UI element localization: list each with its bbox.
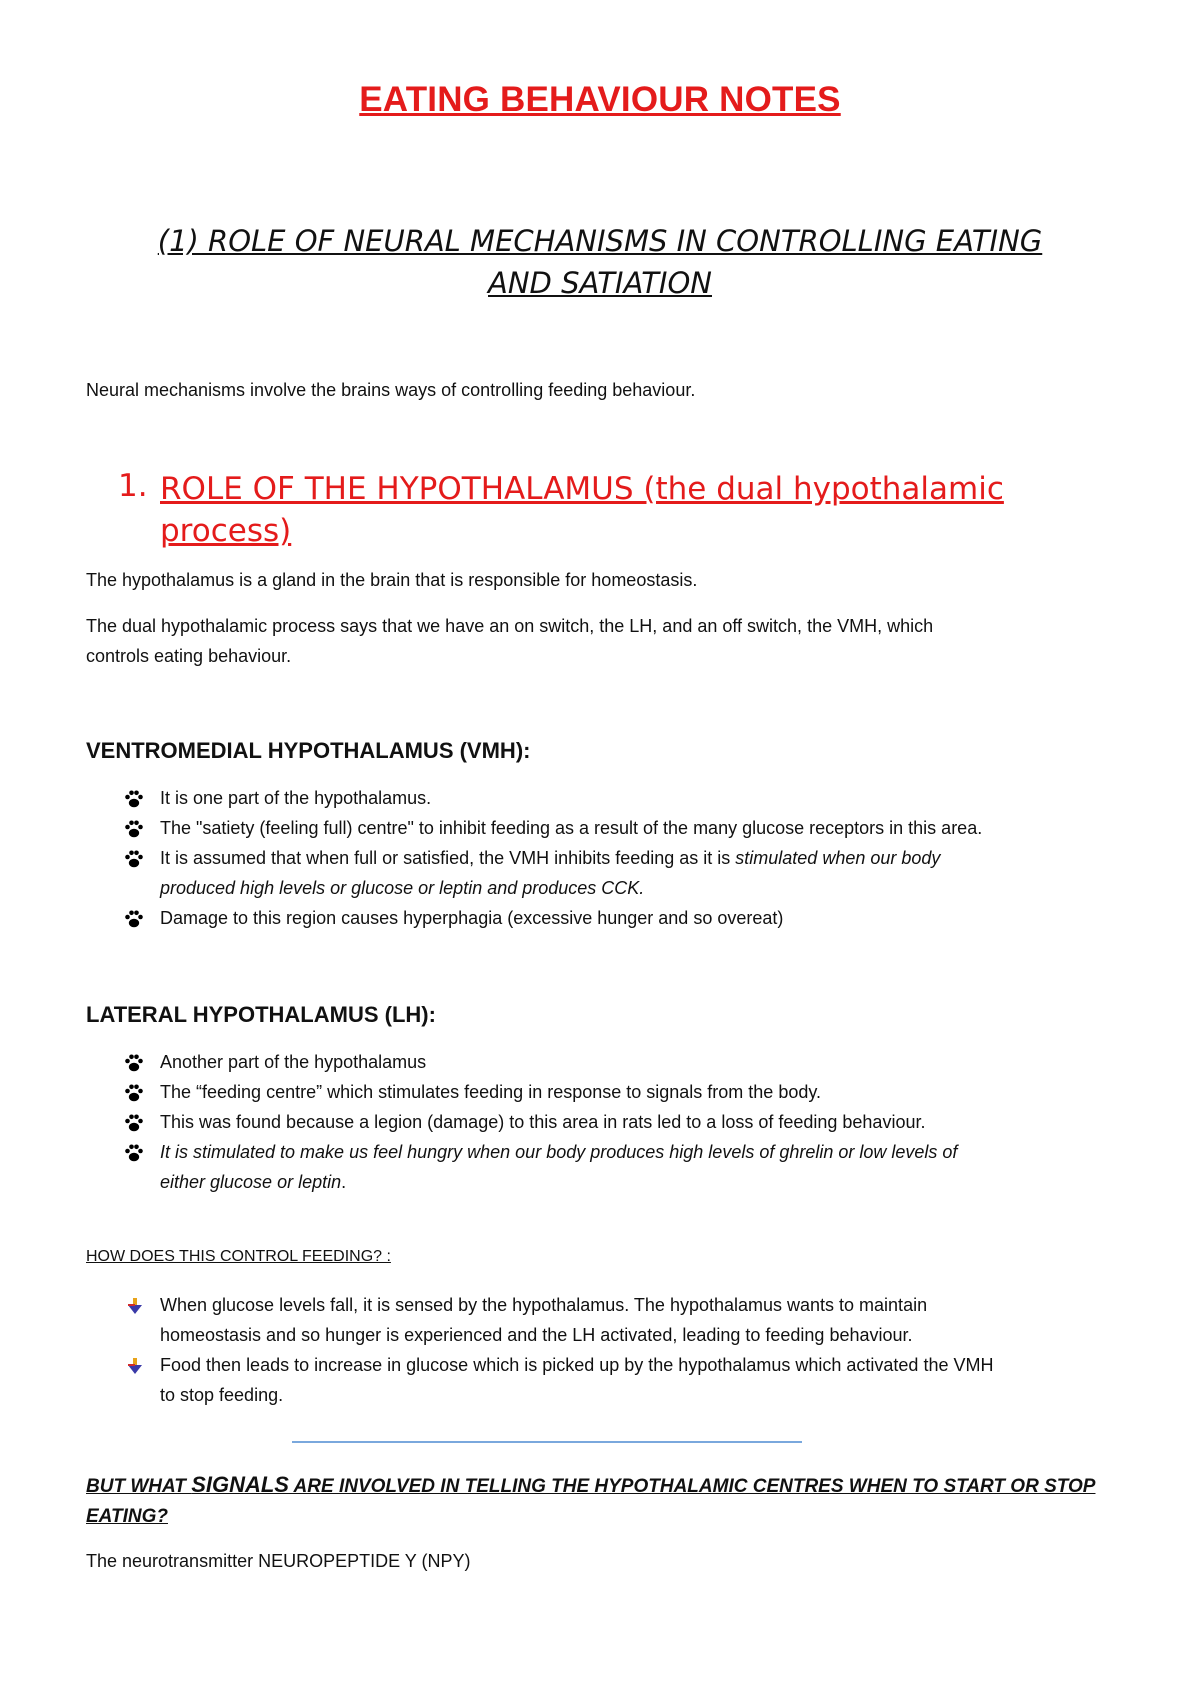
paw-print-icon [124, 1054, 144, 1072]
hypothalamus-heading [160, 468, 1090, 552]
signals-question-pre: BUT WHAT [86, 1476, 192, 1497]
control-bullet-2-line-2: to stop feeding. [160, 1385, 284, 1405]
control-bullet-1-line-1: When glucose levels fall, it is sensed by the hypothalamus. The hypothalamus wants to maintain [160, 1295, 928, 1315]
lh-bullet-2: The “feeding centre” which stimulates feeding in response to signals from the body. [160, 1082, 822, 1102]
signals-question-line-2: EATING? [86, 1506, 168, 1527]
paw-print-icon [124, 820, 144, 838]
vmh-bullet-1: It is one part of the hypothalamus. [160, 788, 432, 808]
list-item [86, 1350, 1136, 1410]
lh-heading: LATERAL HYPOTHALAMUS (LH): [86, 1002, 436, 1027]
section-heading-neural-mechanisms [70, 220, 1130, 304]
control-feeding-heading: HOW DOES THIS CONTROL FEEDING? : [86, 1248, 391, 1265]
hypothalamus-heading-line-1: ROLE OF THE HYPOTHALAMUS (the dual hypothalamic [160, 471, 1004, 507]
signals-question [86, 1470, 1106, 1532]
dual-process-paragraph [86, 611, 1146, 671]
vmh-bullet-2: The "satiety (feeling full) centre" to inhibit feeding as a result of the many glucose receptors in this area. [160, 818, 983, 838]
vmh-heading: VENTROMEDIAL HYPOTHALAMUS (VMH): [86, 738, 531, 763]
signals-question-emphasis: SIGNALS [191, 1472, 289, 1497]
lh-bullet-1: Another part of the hypothalamus [160, 1052, 427, 1072]
npy-paragraph: The neurotransmitter NEUROPEPTIDE Y (NPY) [86, 1551, 471, 1571]
document-title: EATING BEHAVIOUR NOTES [359, 80, 841, 119]
section-heading-line-1: (1) ROLE OF NEURAL MECHANISMS IN CONTROLLING EATING [157, 224, 1043, 258]
hypothalamus-heading-line-2: process) [160, 513, 292, 549]
hypothalamus-definition: The hypothalamus is a gland in the brain that is responsible for homeostasis. [86, 570, 698, 590]
lh-bullet-4-line-2: either glucose or leptin [160, 1172, 342, 1192]
list-item [86, 1047, 1136, 1077]
dual-process-line-1: The dual hypothalamic process says that we have an on switch, the LH, and an off switch, the VMH, which [86, 616, 934, 636]
paw-print-icon [124, 1084, 144, 1102]
lh-bullet-4-line-1: It is stimulated to make us feel hungry when our body produces high levels of ghrelin or low levels of [160, 1142, 958, 1162]
vmh-bullet-4: Damage to this region causes hyperphagia (excessive hunger and so overeat) [160, 908, 784, 928]
paw-print-icon [124, 790, 144, 808]
section-heading-line-2: AND SATIATION [488, 266, 712, 300]
lh-bullet-4-period: . [341, 1172, 347, 1192]
paw-print-icon [124, 1114, 144, 1132]
list-item [86, 1137, 1136, 1197]
paw-print-icon [124, 910, 144, 928]
vmh-bullet-3-italic-1: stimulated when our body [735, 848, 941, 868]
intro-paragraph: Neural mechanisms involve the brains ways of controlling feeding behaviour. [86, 380, 696, 400]
lh-bullet-list [86, 1047, 1136, 1197]
list-item [86, 843, 1136, 903]
dual-process-line-2: controls eating behaviour. [86, 646, 292, 666]
arrow-down-icon [128, 1358, 142, 1374]
control-bullet-1-line-2: homeostasis and so hunger is experienced and the LH activated, leading to feeding behaviour. [160, 1325, 913, 1345]
heading-number: 1. [118, 468, 148, 504]
control-bullet-list [86, 1290, 1136, 1410]
list-item [86, 1077, 1136, 1107]
paw-print-icon [124, 1144, 144, 1162]
horizontal-divider [292, 1441, 802, 1443]
vmh-bullet-3-italic-2: produced high levels or glucose or leptin and produces CCK. [160, 878, 645, 898]
arrow-down-icon [128, 1298, 142, 1314]
list-item [86, 1290, 1136, 1350]
paw-print-icon [124, 850, 144, 868]
vmh-bullet-list [86, 783, 1136, 933]
control-bullet-2-line-1: Food then leads to increase in glucose which is picked up by the hypothalamus which activated the VMH [160, 1355, 994, 1375]
list-item [86, 1107, 1136, 1137]
list-item [86, 903, 1136, 933]
signals-question-post: ARE INVOLVED IN TELLING THE HYPOTHALAMIC CENTRES WHEN TO START OR STOP [288, 1476, 1096, 1497]
list-item [86, 783, 1136, 813]
lh-bullet-3: This was found because a legion (damage) to this area in rats led to a loss of feeding behaviour. [160, 1112, 926, 1132]
vmh-bullet-3-plain: It is assumed that when full or satisfied, the VMH inhibits feeding as it is [160, 848, 736, 868]
list-item [86, 813, 1136, 843]
